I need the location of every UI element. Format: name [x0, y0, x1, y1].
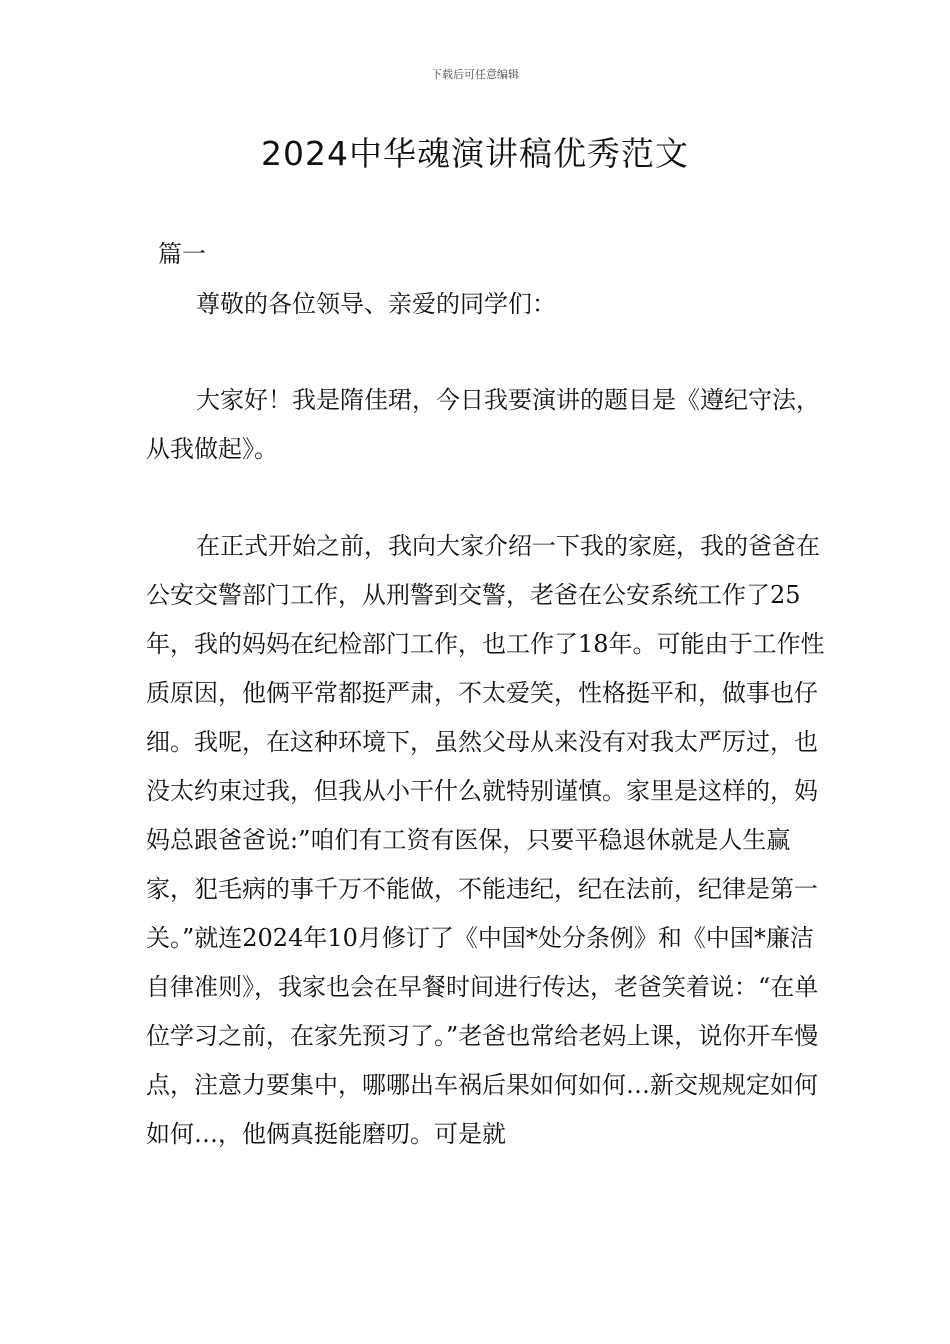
salutation: 尊敬的各位领导、亲爱的同学们：: [196, 290, 556, 318]
paragraph-intro: 大家好！我是隋佳珺，今日我要演讲的题目是《遵纪守法，从我做起》。: [146, 386, 820, 463]
header-note: 下载后可任意编辑: [431, 68, 519, 81]
paragraph-family: 在正式开始之前，我向大家介绍一下我的家庭，我的爸爸在公安交警部门工作，从刑警到交警，老爸在公安系统工作了25年，我的妈妈在纪检部门工作，也工作了18年。可能由于工作性质原因，他俩平常都挺严肃，不太爱笑，性格挺平和，做事也仔细。我呢，在这种环境下，虽然父母从来没有对我太严厉过，也没太约束过我，但我从小干什么就特别谨慎。家里是这样的，妈妈总跟爸爸说:”咱们有工资有医保，只要平稳退休就是人生赢家，犯毛病的事千万不能做，不能违纪，纪在法前，纪律是第一关。”就连2024年10月修订了《中国*处分条例》和《中国*廉洁自律准则》，我家也会在早餐时间进行传达，老爸笑着说：“在单位学习之前，在家先预习了。”老爸也常给老妈上课，说你开车慢点，注意力要集中，哪哪出车祸后果如何如何…新交规规定如何如何…，他俩真挺能磨叨。可是就: [146, 532, 825, 1148]
section-label: 篇一: [158, 240, 206, 268]
document-title: 2024中华魂演讲稿优秀范文: [261, 134, 689, 173]
